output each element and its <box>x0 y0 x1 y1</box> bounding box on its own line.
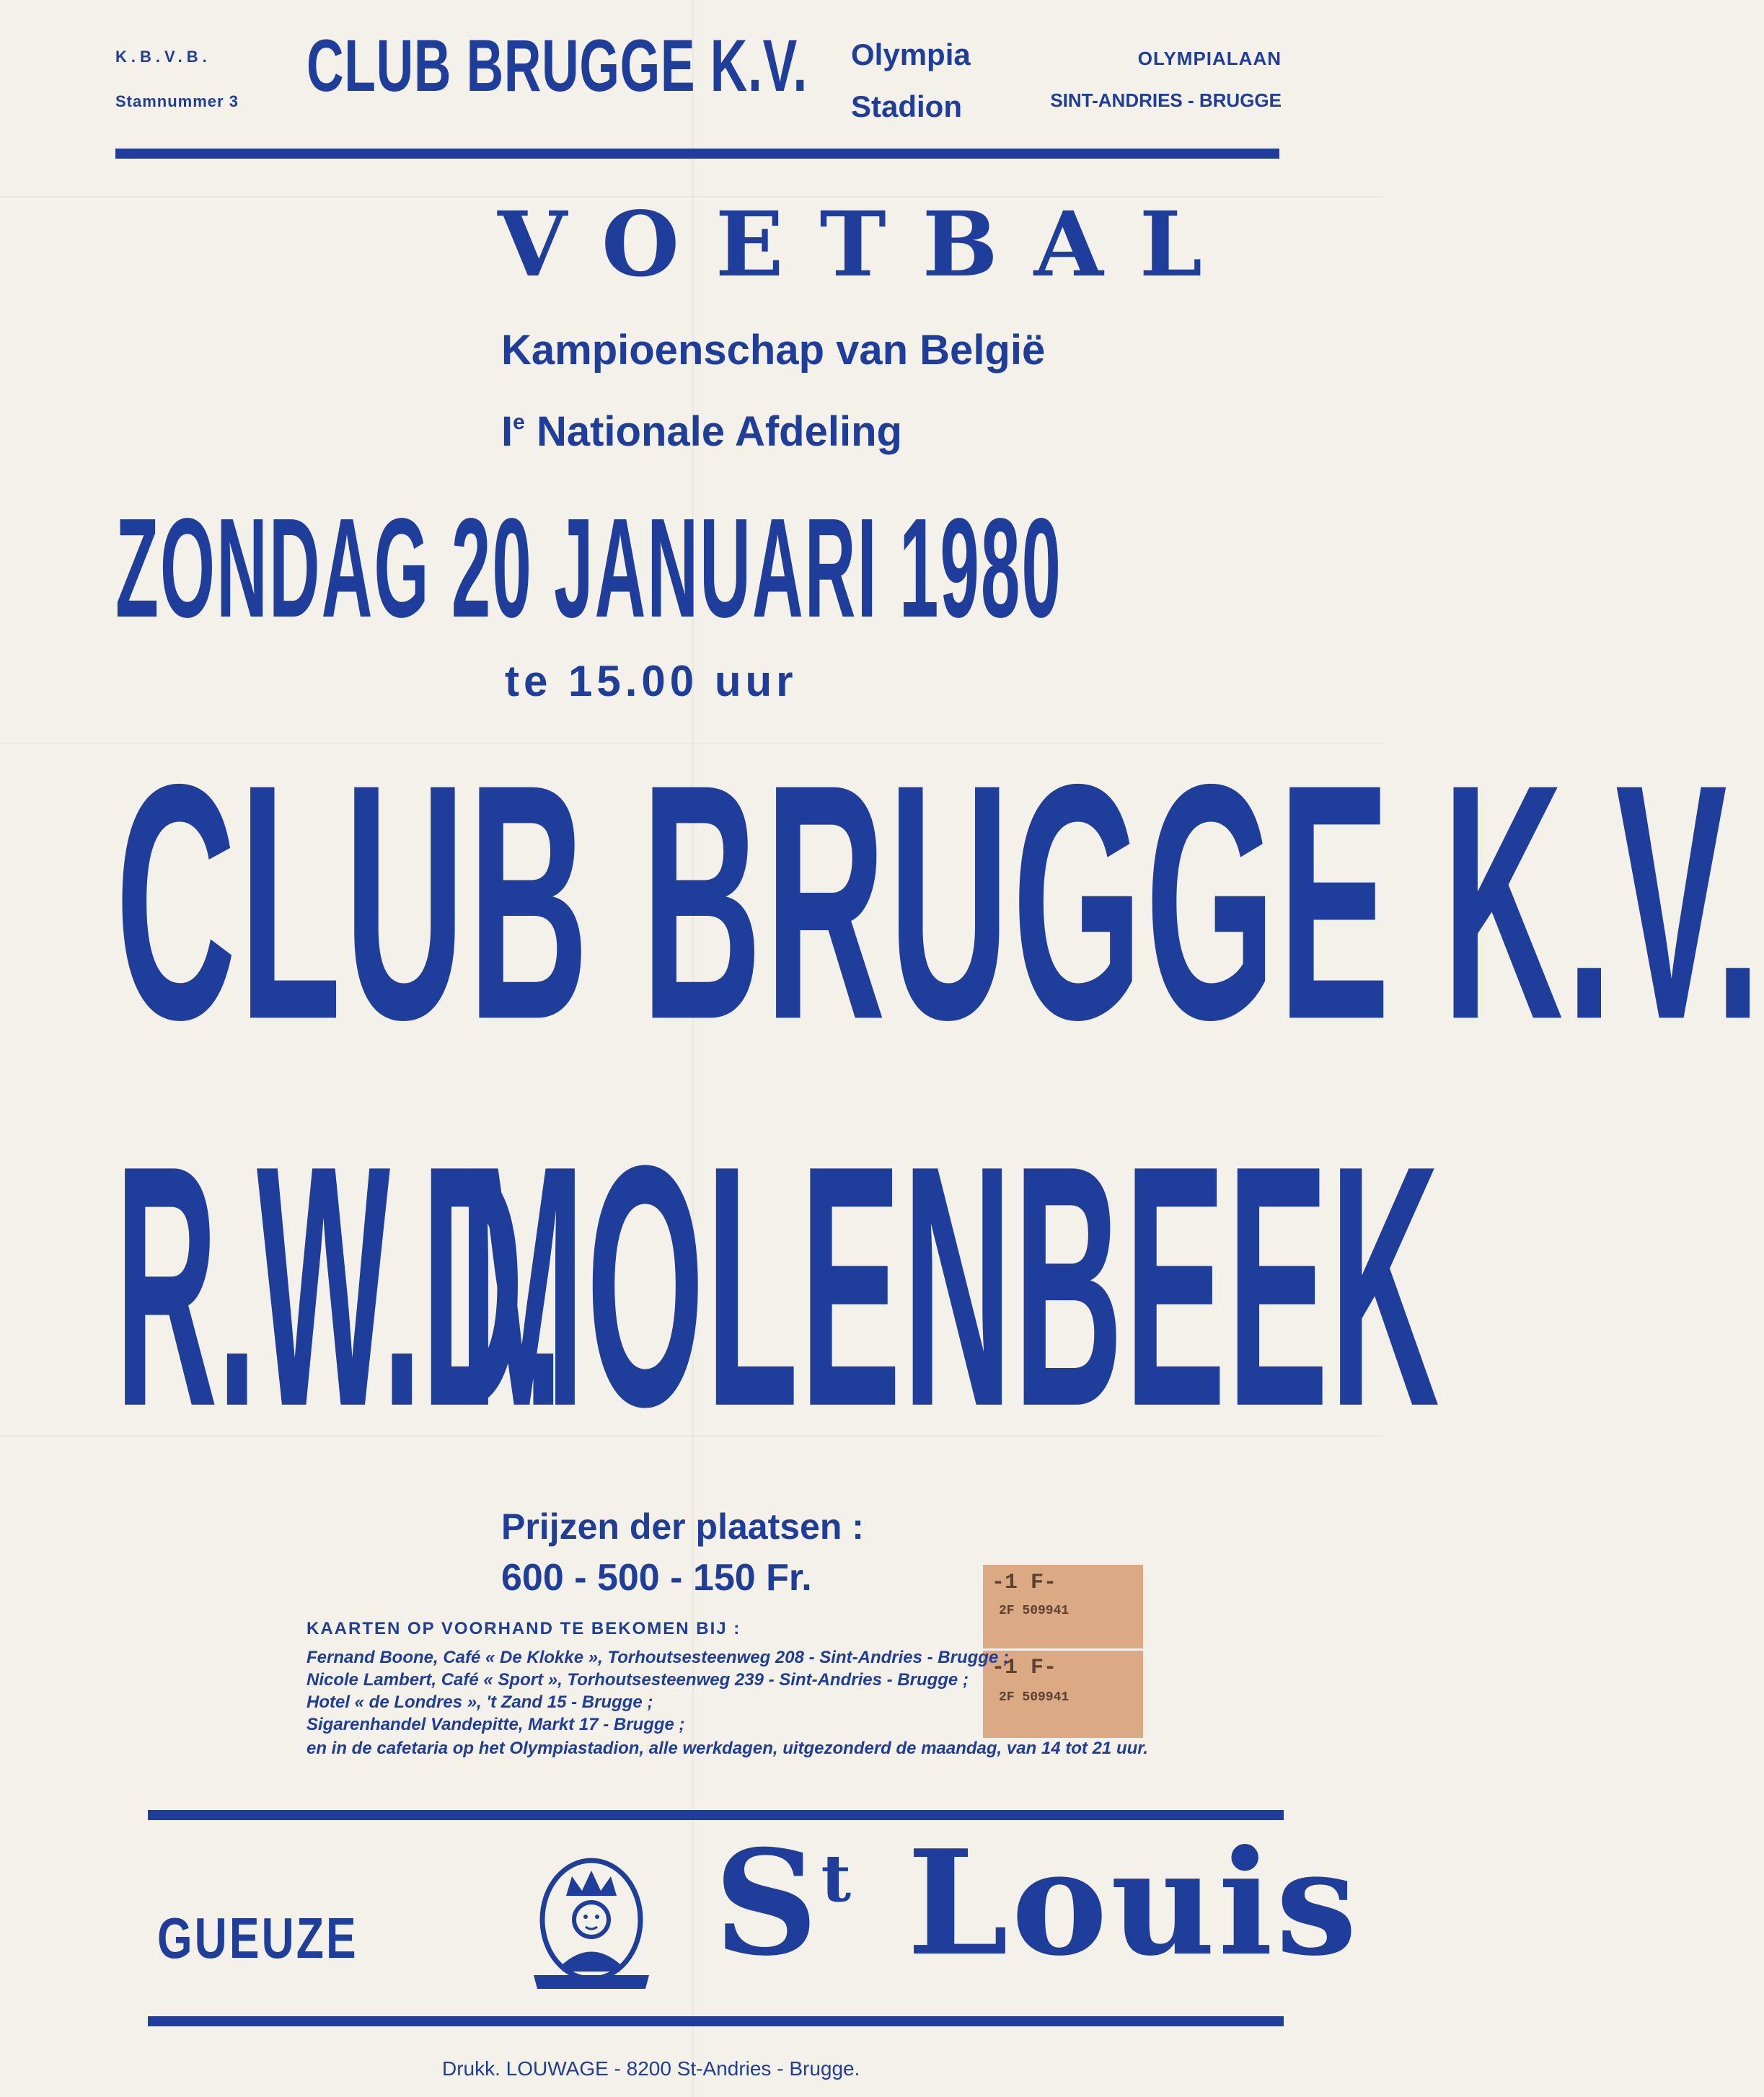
kbvb-label: K.B.V.B. <box>115 48 211 66</box>
competition-title: Kampioenschap van België <box>501 327 1046 374</box>
brand-t: t <box>821 1840 855 1917</box>
ticket-outlet: Fernand Boone, Café « De Klokke », Torhoutsesteenweg 208 - Sint-Andries - Brugge ; <box>307 1648 1009 1667</box>
sport-title: VOETBAL <box>498 193 1239 297</box>
stamp-serial: 2F 509941 <box>999 1690 1070 1705</box>
home-team: CLUB BRUGGE K.V. <box>115 714 1764 1090</box>
sponsor-gueuze: GUEUZE <box>157 1906 358 1970</box>
header-rule <box>115 149 1279 159</box>
stamp-serial: 2F 509941 <box>999 1604 1070 1618</box>
stamp-value: -1 F- <box>992 1656 1057 1680</box>
prices-values: 600 - 500 - 150 Fr. <box>501 1557 812 1599</box>
division-title <box>501 407 902 456</box>
ticket-outlet: Hotel « de Londres », 't Zand 15 - Brugge ; <box>307 1692 653 1712</box>
division-ordinal: I <box>501 408 513 455</box>
sponsor-rule-bottom <box>148 2016 1284 2026</box>
ticket-outlet: Sigarenhandel Vandepitte, Markt 17 - Brugge ; <box>307 1715 685 1734</box>
printer-credit: Drukk. LOUWAGE - 8200 St-Andries - Brugge. <box>442 2057 860 2080</box>
brand-st: S <box>714 1819 821 1988</box>
address-line-2: SINT-ANDRIES - BRUGGE <box>1050 89 1282 111</box>
division-suffix: e <box>513 410 525 434</box>
away-team-prefix: R.W.D. <box>115 1093 563 1478</box>
stamp-value: -1 F- <box>992 1571 1057 1595</box>
division-name: Nationale Afdeling <box>536 408 902 455</box>
ticket-outlet: Nicole Lambert, Café « Sport », Torhoutsesteenweg 239 - Sint-Andries - Brugge ; <box>307 1670 969 1690</box>
venue-line-2: Stadion <box>851 89 962 123</box>
prices-title: Prijzen der plaatsen : <box>501 1506 864 1547</box>
away-team-name: MOLENBEEK <box>459 1093 1441 1478</box>
tickets-heading: KAARTEN OP VOORHAND TE BEKOMEN BIJ : <box>307 1619 741 1638</box>
match-time: te 15.00 uur <box>505 657 798 705</box>
ticket-outlet: en in de cafetaria op het Olympiastadion, alle werkdagen, uitgezonderd de maandag, van 14 tot 21 uur. <box>307 1739 1148 1758</box>
address-line-1: OLYMPIALAAN <box>1137 48 1282 69</box>
brand-name: Louis <box>907 1819 1360 1988</box>
venue-line-1: Olympia <box>851 37 971 71</box>
crowned-queen-emblem-icon <box>530 1856 653 1997</box>
sponsor-brand <box>714 1819 1360 1988</box>
header-club-name: CLUB BRUGGE K.V. <box>307 25 808 107</box>
match-date: ZONDAG 20 JANUARI 1980 <box>115 489 1062 647</box>
stamnummer-label: Stamnummer 3 <box>115 92 239 110</box>
